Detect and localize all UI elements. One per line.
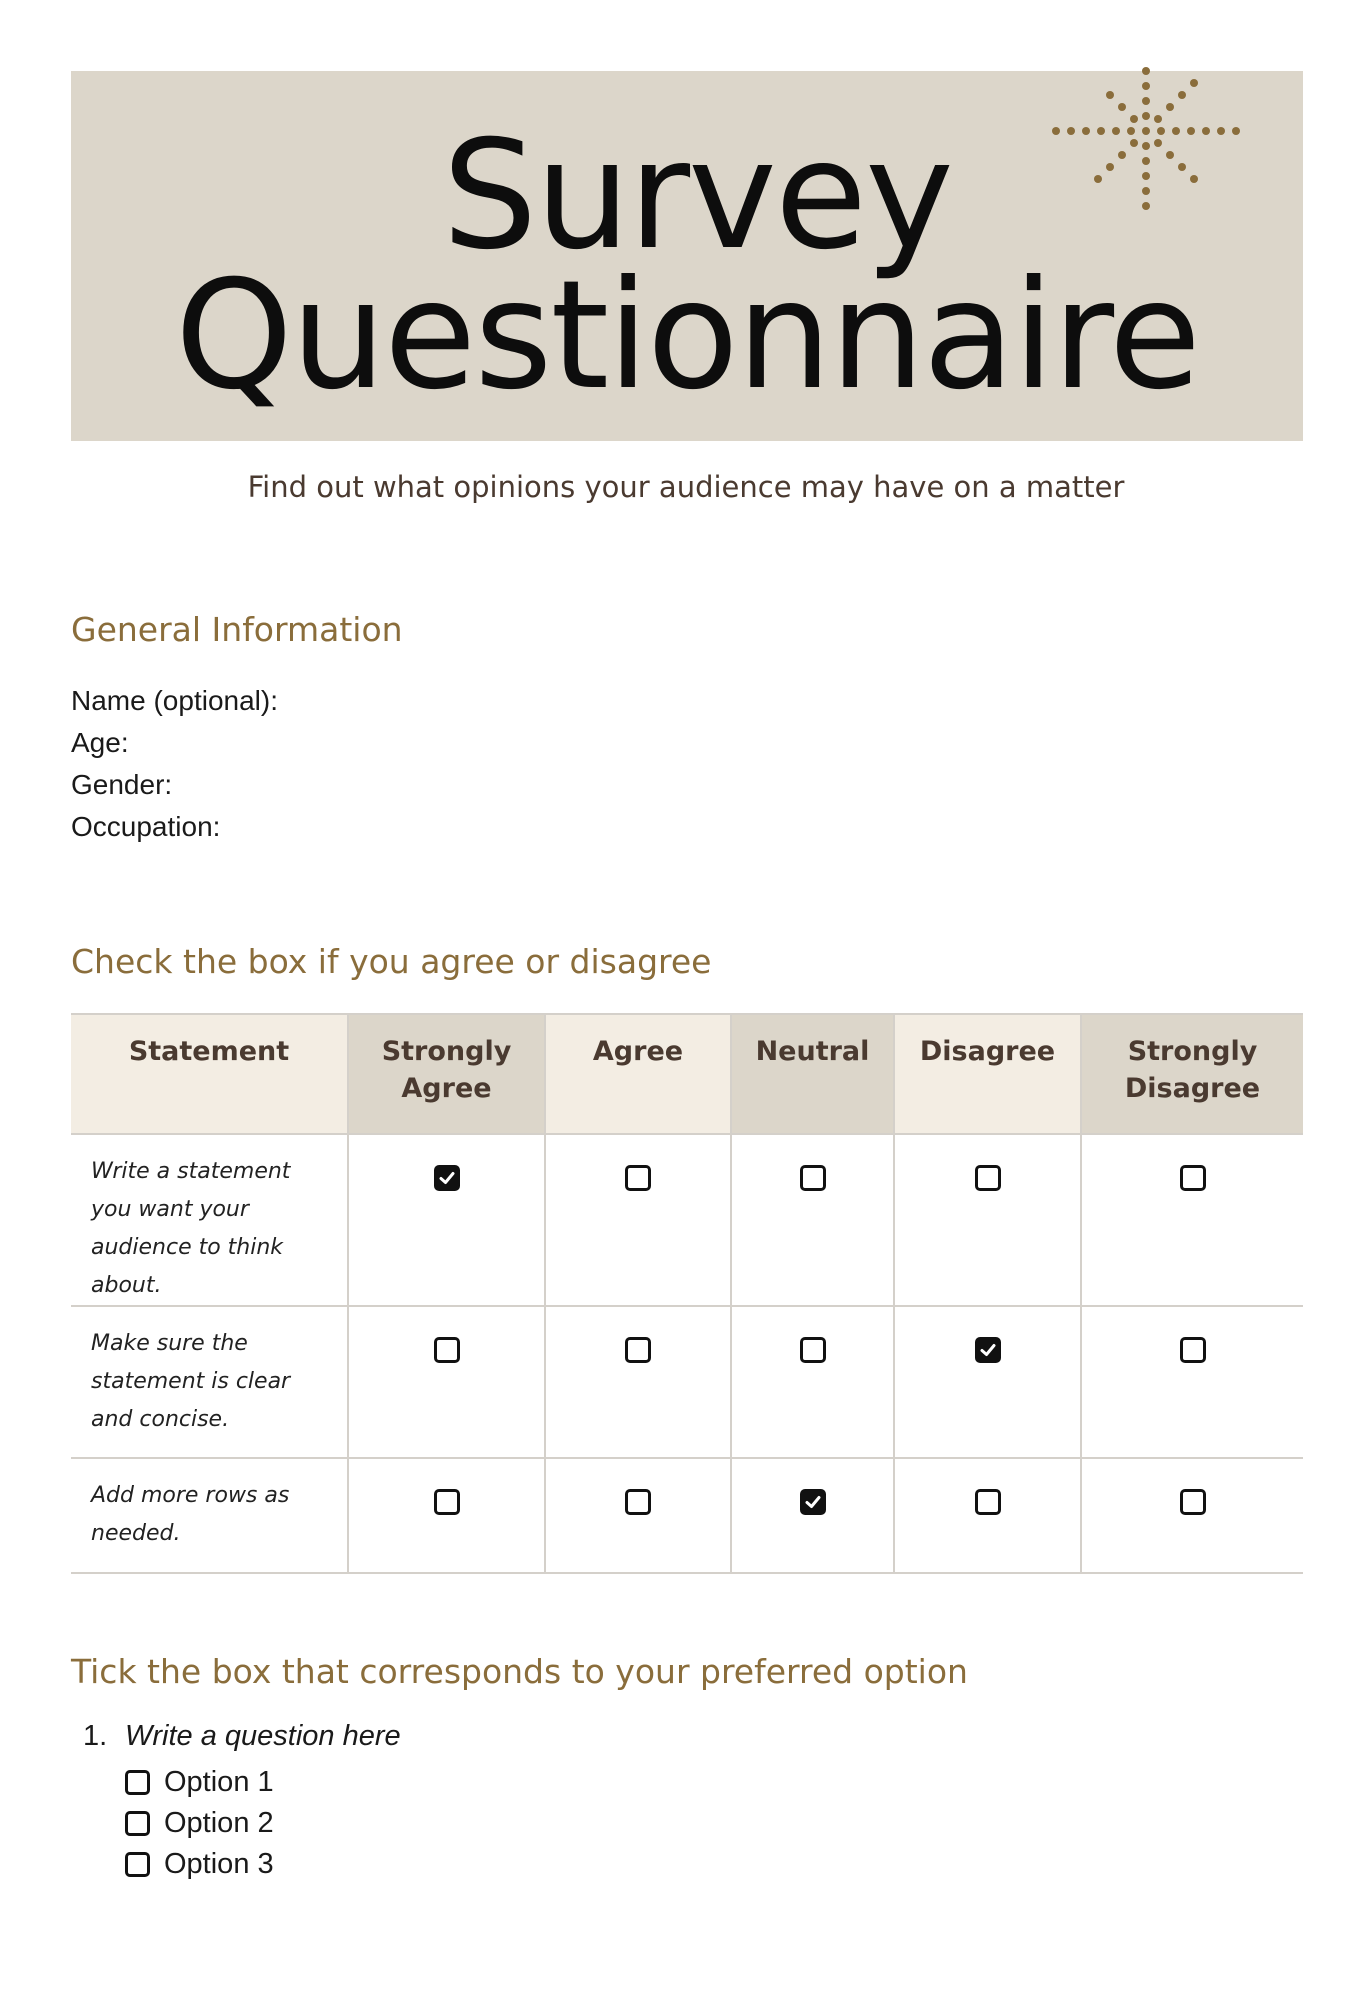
checkbox[interactable] xyxy=(125,1811,150,1836)
general-info-heading: General Information xyxy=(71,610,403,649)
checked-checkbox[interactable] xyxy=(975,1337,1001,1363)
title-line-1: Survey xyxy=(442,109,952,283)
title-line-2: Questionnaire xyxy=(174,249,1200,423)
option-label: Option 3 xyxy=(164,1848,274,1880)
option-label: Option 2 xyxy=(164,1807,274,1839)
col-header-neutral: Neutral xyxy=(731,1014,894,1134)
option-3[interactable] xyxy=(125,1844,274,1885)
checkbox[interactable] xyxy=(975,1165,1001,1191)
agreement-heading: Check the box if you agree or disagree xyxy=(71,942,712,981)
table-row xyxy=(71,1306,1303,1458)
preferred-option-heading: Tick the box that corresponds to your preferred option xyxy=(71,1652,968,1691)
checkmark-icon xyxy=(438,1169,456,1187)
table-row xyxy=(71,1134,1303,1306)
statement-cell: Make sure the statement is clear and concise. xyxy=(71,1306,348,1458)
subtitle: Find out what opinions your audience may have on a matter xyxy=(247,470,1125,504)
checkbox[interactable] xyxy=(625,1165,651,1191)
col-header-strongly-disagree: Strongly Disagree xyxy=(1081,1014,1303,1134)
checkbox[interactable] xyxy=(1180,1489,1206,1515)
checked-checkbox[interactable] xyxy=(434,1165,460,1191)
sunburst-icon xyxy=(1021,61,1271,241)
col-header-strongly-agree: Strongly Agree xyxy=(348,1014,545,1134)
option-list xyxy=(125,1762,274,1885)
checkbox[interactable] xyxy=(1180,1165,1206,1191)
option-label: Option 1 xyxy=(164,1766,274,1798)
checkmark-icon xyxy=(979,1341,997,1359)
occupation-field-label: Occupation: xyxy=(71,811,221,842)
checkbox[interactable] xyxy=(975,1489,1001,1515)
statement-cell: Write a statement you want your audience to think about. xyxy=(71,1134,348,1306)
general-info-fields xyxy=(71,680,278,848)
age-field-label: Age: xyxy=(71,727,129,758)
checked-checkbox[interactable] xyxy=(800,1489,826,1515)
checkbox[interactable] xyxy=(800,1165,826,1191)
checkbox[interactable] xyxy=(434,1337,460,1363)
col-header-agree: Agree xyxy=(545,1014,731,1134)
col-header-statement: Statement xyxy=(71,1014,348,1134)
checkbox[interactable] xyxy=(625,1489,651,1515)
question-item xyxy=(83,1720,401,1753)
table-row xyxy=(71,1458,1303,1573)
title-banner xyxy=(71,71,1303,441)
checkbox[interactable] xyxy=(125,1852,150,1877)
option-2[interactable] xyxy=(125,1803,274,1844)
table-header-row xyxy=(71,1014,1303,1134)
checkbox[interactable] xyxy=(800,1337,826,1363)
agreement-table xyxy=(71,1013,1303,1574)
checkbox[interactable] xyxy=(1180,1337,1206,1363)
col-header-disagree: Disagree xyxy=(894,1014,1081,1134)
checkmark-icon xyxy=(804,1493,822,1511)
checkbox[interactable] xyxy=(625,1337,651,1363)
checkbox[interactable] xyxy=(434,1489,460,1515)
name-field-label: Name (optional): xyxy=(71,685,278,716)
question-text: Write a question here xyxy=(125,1720,401,1752)
statement-cell: Add more rows as needed. xyxy=(71,1458,348,1573)
checkbox[interactable] xyxy=(125,1770,150,1795)
gender-field-label: Gender: xyxy=(71,769,173,800)
option-1[interactable] xyxy=(125,1762,274,1803)
question-number: 1. xyxy=(83,1720,108,1752)
